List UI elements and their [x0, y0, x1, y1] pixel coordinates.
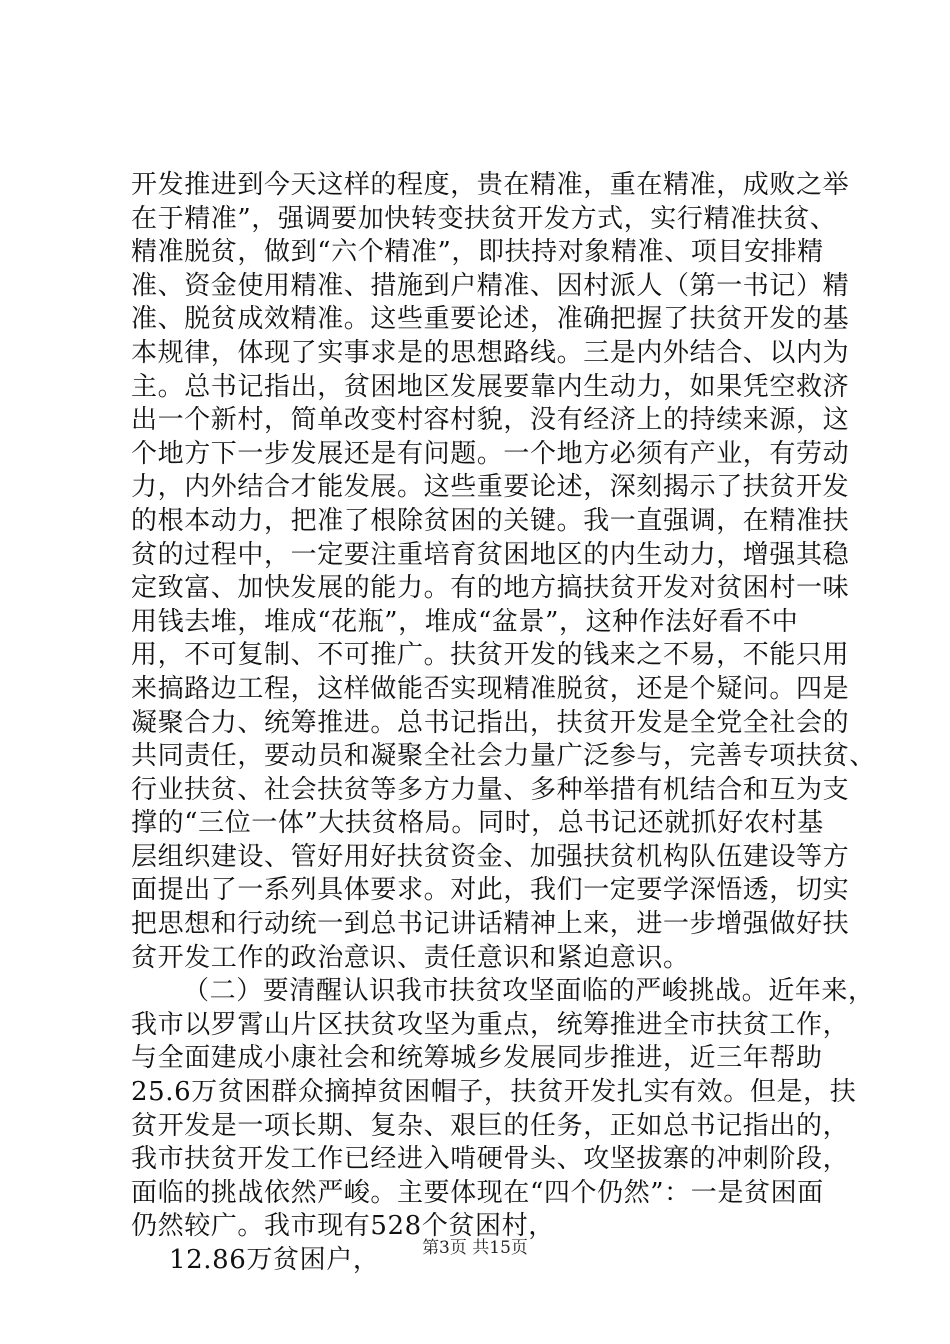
body-text — [131, 169, 876, 1278]
text-line: 把思想和行动统一到总书记讲话精神上来，进一步增强做好扶 — [131, 909, 850, 940]
text-line: 准、脱贫成效精准。这些重要论述，准确把握了扶贫开发的基 — [131, 304, 850, 335]
text-line: 贫开发工作的政治意识、责任意识和紧迫意识。 — [131, 942, 690, 973]
text-line: 的根本动力，把准了根除贫困的关键。我一直强调，在精准扶 — [131, 505, 850, 536]
text-line: 在于精准”，强调要加快转变扶贫开发方式，实行精准扶贫、 — [131, 203, 837, 234]
text-line: 凝聚合力、统筹推进。总书记指出，扶贫开发是全党全社会的 — [131, 707, 850, 738]
text-line: 行业扶贫、社会扶贫等多方力量、多种举措有机结合和互为支 — [131, 774, 850, 805]
paragraph-heading-line: （二）要清醒认识我市扶贫攻坚面临的严峻挑战。近年来， — [183, 976, 875, 1007]
text-line: 与全面建成小康社会和统筹城乡发展同步推进，近三年帮助 — [131, 1043, 823, 1074]
text-line: 精准脱贫，做到“六个精准”，即扶持对象精准、项目安排精 — [131, 237, 824, 268]
text-line: 本规律，体现了实事求是的思想路线。三是内外结合、以内为 — [131, 337, 850, 368]
text-line: 撑的“三位一体”大扶贫格局。同时，总书记还就抓好农村基 — [131, 808, 824, 839]
text-line: 我市以罗霄山片区扶贫攻坚为重点，统筹推进全市扶贫工作， — [131, 1009, 850, 1040]
text-line: 面临的挑战依然严峻。主要体现在“四个仍然”：一是贫困面 — [131, 1177, 824, 1208]
text-line: 贫的过程中，一定要注重培育贫困地区的内生动力，增强其稳 — [131, 539, 850, 570]
text-line: 层组织建设、管好用好扶贫资金、加强扶贫机构队伍建设等方 — [131, 841, 850, 872]
text-line: 出一个新村，简单改变村容村貌，没有经济上的持续来源，这 — [131, 405, 850, 436]
text-line: 12.86万贫困户， — [169, 1245, 380, 1275]
text-line: 仍然较广。我市现有528个贫困村， — [131, 1211, 555, 1242]
text-line: 个地方下一步发展还是有问题。一个地方必须有产业，有劳动 — [131, 438, 850, 469]
text-line: 用钱去堆，堆成“花瓶”，堆成“盆景”，这种作法好看不中 — [131, 606, 799, 637]
text-line: 用，不可复制、不可推广。扶贫开发的钱来之不易，不能只用 — [131, 640, 850, 671]
text-line: 贫开发是一项长期、复杂、艰巨的任务，正如总书记指出的， — [131, 1110, 850, 1141]
text-line: 面提出了一系列具体要求。对此，我们一定要学深悟透，切实 — [131, 875, 850, 906]
page-footer: 第3页 共15页 — [422, 1238, 528, 1258]
text-line: 我市扶贫开发工作已经进入啃硬骨头、攻坚拔寨的冲刺阶段， — [131, 1144, 850, 1175]
text-line: 主。总书记指出，贫困地区发展要靠内生动力，如果凭空救济 — [131, 371, 850, 402]
text-line: 开发推进到今天这样的程度，贵在精准，重在精准，成败之举 — [131, 170, 850, 200]
text-line: 力，内外结合才能发展。这些重要论述，深刻揭示了扶贫开发 — [131, 472, 850, 503]
text-line: 共同责任，要动员和凝聚全社会力量广泛参与，完善专项扶贫、 — [131, 741, 876, 772]
text-line: 来搞路边工程，这样做能否实现精准脱贫，还是个疑问。四是 — [131, 673, 850, 704]
text-line: 准、资金使用精准、措施到户精准、因村派人（第一书记）精 — [131, 270, 850, 301]
text-line: 定致富、加快发展的能力。有的地方搞扶贫开发对贫困村一味 — [131, 573, 850, 604]
text-line: 25.6万贫困群众摘掉贫困帽子，扶贫开发扎实有效。但是，扶 — [131, 1077, 857, 1108]
